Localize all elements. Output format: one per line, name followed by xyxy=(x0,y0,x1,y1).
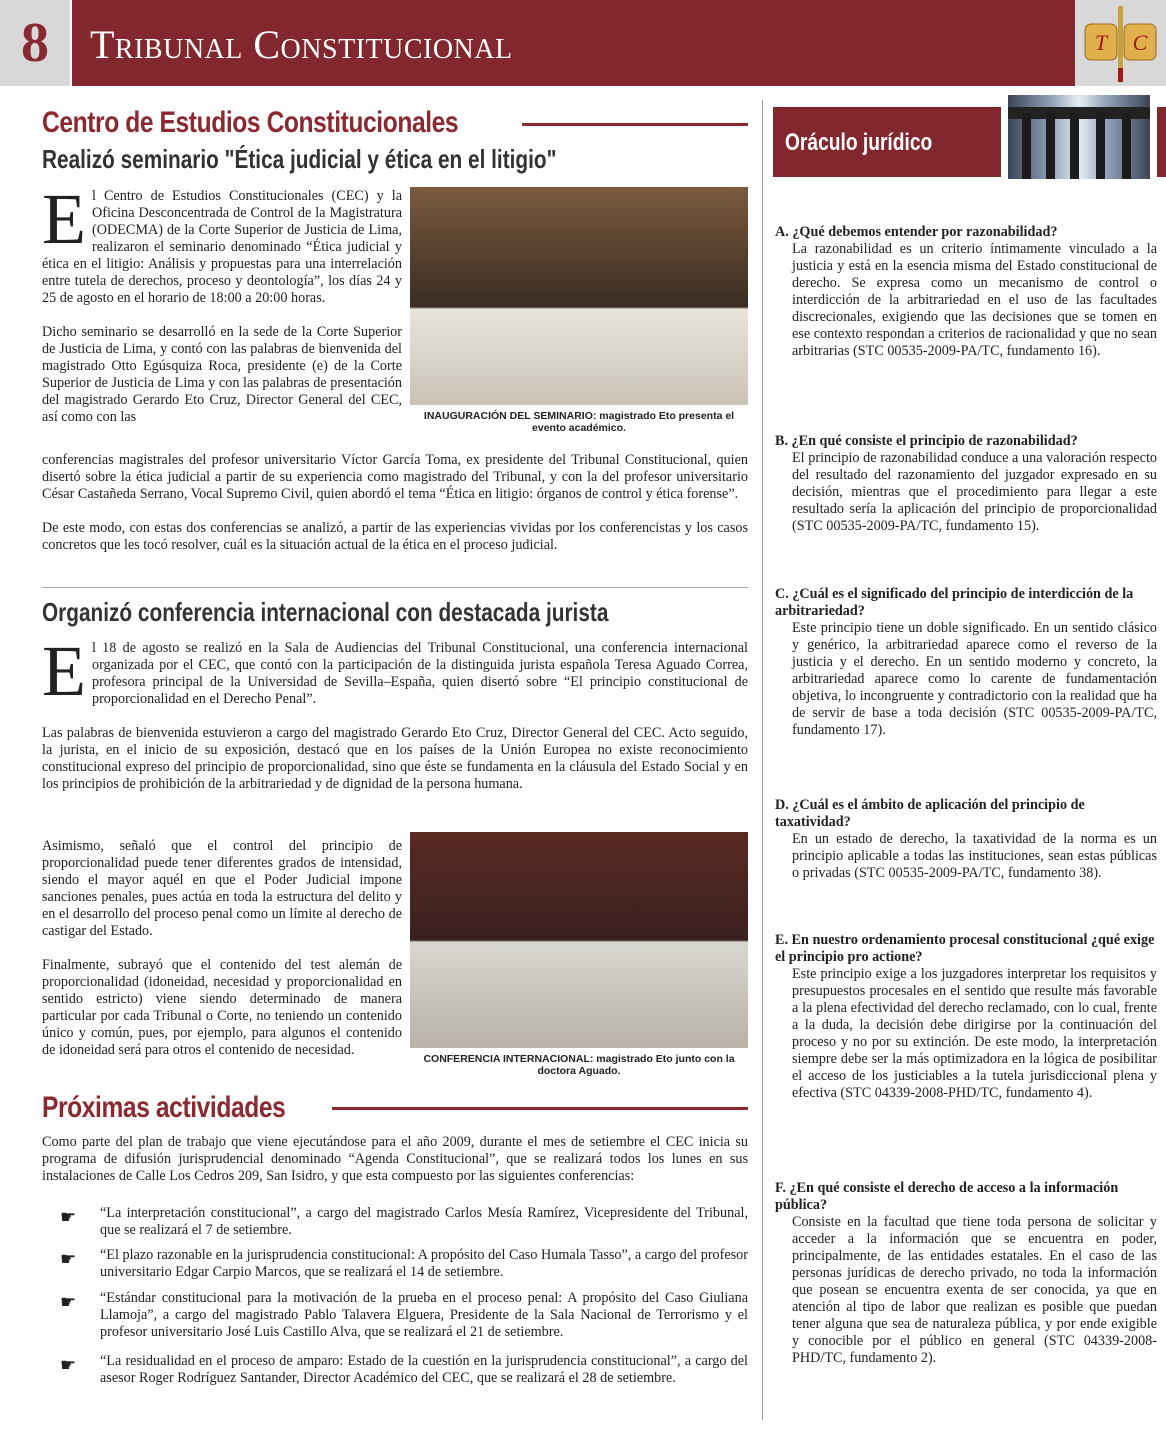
list-item: ☛ “La interpretación constitucional”, a cargo del magistrado Carlos Mesía Ramírez, Vicepresidente del Tribunal, que se realizará el 7 de setiembre. xyxy=(60,1205,748,1238)
divider xyxy=(522,123,748,126)
headline-seminario: Realizó seminario "Ética judicial y ética en el litigio" xyxy=(42,144,557,174)
answer: La razonabilidad es un criterio íntimamente vinculado a la justicia y está en la esencia misma del Estado constitucional de derecho. Se expresa como un mecanismo de control o interdicción de la arbitrariedad en el uso de las facultades discrecionales, exigiendo que las decisiones que se tomen en ese contexto respondan a criterios de racionalidad y que no sean arbitrarias (STC 00535-2009-PA/TC, fundamento 16). xyxy=(792,241,1157,359)
section-title-proximas: Próximas actividades xyxy=(42,1091,286,1124)
qa-item xyxy=(775,433,1157,535)
qa-item xyxy=(775,797,1157,882)
pointing-hand-icon: ☛ xyxy=(60,1249,77,1269)
page-title: Tribunal Constitucional xyxy=(72,0,1075,86)
headline-conferencia: Organizó conferencia internacional con destacada jurista xyxy=(42,597,609,627)
paragraph: Finalmente, subrayó que el contenido del test alemán de proporcionalidad (idoneidad, necesidad y proporcionalidad en sentido estricto) viene siendo determinado de manera particular por cada Tribunal o Corte, no teniendo un contenido único y común, pues, por ejemplo, para algunos el contenido de idoneidad será para otros el contenido de necesidad. xyxy=(42,957,402,1058)
answer: Este principio tiene un doble significado. En un sentido clásico y genérico, la arbitrariedad aparece como el reverso de la justicia y el derecho. En un sentido moderno y concreto, la arbitrariedad aparece como lo carente de fundamentación objetiva, lo incongruente y contradictorio con la realidad que ha de servir de base a toda decisión (STC 00535-2009-PA/TC, fundamento 17). xyxy=(792,620,1157,738)
drop-cap: E xyxy=(42,631,86,711)
paragraph: Las palabras de bienvenida estuvieron a cargo del magistrado Gerardo Eto Cruz, Director General del CEC. Acto seguido, la jurista, en el inicio de su exposición, destacó que en los países de la Unión Europea no existe reconocimiento constitucional expreso del principio de proporcionalidad, sino que éste se fundamenta en la cláusula del Estado Social y en los principios de prohibición de la arbitrariedad y de dignidad de la persona humana. xyxy=(42,725,748,792)
decorative-bar xyxy=(1157,107,1166,177)
question: B. ¿En qué consiste el principio de razonabilidad? xyxy=(775,433,1078,449)
paragraph: l 18 de agosto se realizó en la Sala de Audiencias del Tribunal Constitucional, una conferencia internacional organizada por el CEC, que contó con la participación de la distinguida jurista española Teresa Aguado Correa, profesora principal de la Universidad de Sevilla–España, quien disertó sobre “El principio constitucional de proporcionalidad en el Derecho Penal”. xyxy=(91,640,748,707)
tc-logo-icon xyxy=(1075,0,1166,86)
seminar-photo xyxy=(410,187,748,405)
proximas-intro: Como parte del plan de trabajo que viene ejecutándose para el año 2009, durante el mes de setiembre el CEC inicia su programa de difusión jurisprudencial denominado “Agenda Constitucional”, que se realizará todos los lunes en sus instalaciones de Calle Los Cedros 209, San Isidro, y que esta compuesto por las siguientes conferencias: xyxy=(42,1134,748,1184)
pointing-hand-icon: ☛ xyxy=(60,1355,77,1375)
qa-item xyxy=(775,224,1157,360)
list-item: ☛ “La residualidad en el proceso de amparo: Estado de la cuestión en la jurisprudencia constitucional”, a cargo del asesor Roger Rodríguez Santander, Director Académico del CEC, que se realizará el 28 de setiembre. xyxy=(60,1353,748,1386)
section-title-cec: Centro de Estudios Constitucionales xyxy=(42,106,459,139)
question: E. En nuestro ordenamiento procesal constitucional ¿qué exige el principio pro actione? xyxy=(775,932,1155,965)
article-seminario-cont xyxy=(42,452,748,571)
paragraph: De este modo, con estas dos conferencias se analizó, a partir de las experiencias vividas por los conferencistas y los casos concretos que les tocó resolver, cuál es la situación actual de la ética en el proceso judicial. xyxy=(42,520,748,553)
paragraph: l Centro de Estudios Constitucionales (CEC) y la Oficina Desconcentrada de Control de la Magistratura (ODECMA) de la Corte Superior de Justicia de Lima, realizaron el seminario denominado “Ética judicial y ética en el litigio: Análisis y propuestas para una interrelación entre tutela de derechos, proceso y deontología”, los días 24 y 25 de agosto en el horario de 18:00 a 20:00 horas. xyxy=(42,188,402,306)
answer: El principio de razonabilidad conduce a una valoración respecto del resultado del razonamiento del juzgador expresado en su decisión, mientras que el procedimiento para llegar a este resultado sería la aplicación del principio de proporcionalidad (STC 00535-2009-PA/TC, fundamento 15). xyxy=(792,450,1157,534)
article-seminario-body xyxy=(42,179,402,443)
list-item: ☛ “El plazo razonable en la jurisprudencia constitucional: A propósito del Caso Humala Tasso”, a cargo del profesor universitario Edgar Carpio Marcos, que se realizará el 14 de setiembre. xyxy=(60,1247,748,1280)
conference-photo xyxy=(410,832,748,1048)
column-divider xyxy=(762,100,763,1420)
list-item: ☛ “Estándar constitucional para la motivación de la prueba en el proceso penal: A propósito del Caso Giuliana Llamoja”, a cargo del magistrado Pablo Talavera Elguera, Presidente de la Sala Nacional de Terrorismo y el profesor universitario José Luis Castillo Alva, que se realizará el 21 de setiembre. xyxy=(60,1290,748,1340)
qa-item xyxy=(775,1180,1157,1367)
article-conferencia-cont xyxy=(42,838,402,1076)
svg-text:T: T xyxy=(1094,30,1108,55)
oraculo-header xyxy=(773,107,1001,177)
drop-cap: E xyxy=(42,179,86,259)
question: C. ¿Cuál es el significado del principio de interdicción de la arbitrariedad? xyxy=(775,586,1134,619)
answer: Consiste en la facultad que tiene toda persona de solicitar y acceder a la información que se encuentra en poder, principalmente, de las entidades estatales. En el caso de las personas jurídicas de derecho privado, no toda la información que posean se encuentra exenta de ser conocida, ya que en atención al tipo de labor que realizan es posible que puedan tener alguna que sea de naturaleza pública, y por ende exigible y conocible por el público en general (STC 04339-2008-PHD/TC, fundamento 2). xyxy=(792,1214,1157,1366)
paragraph: Dicho seminario se desarrolló en la sede de la Corte Superior de Justicia de Lima, y contó con las palabras de bienvenida del magistrado Otto Egúsquiza Roca, presidente (e) de la Corte Superior de Justicia de Lima y con las palabras de presentación del magistrado Gerardo Eto Cruz, Director General del CEC, así como con las xyxy=(42,324,402,425)
answer: En un estado de derecho, la taxatividad de la norma es un principio aplicable a todas las instituciones, sean estas públicas o privadas (STC 00535-2009-PA/TC, fundamento 38). xyxy=(792,831,1157,881)
divider xyxy=(332,1107,748,1110)
qa-item xyxy=(775,932,1157,1102)
photo-caption: INAUGURACIÓN DEL SEMINARIO: magistrado Eto presenta el evento académico. xyxy=(423,410,735,434)
pointing-hand-icon: ☛ xyxy=(60,1292,77,1312)
photo-caption: CONFERENCIA INTERNACIONAL: magistrado Eto junto con la doctora Aguado. xyxy=(423,1053,735,1077)
answer: Este principio exige a los juzgadores interpretar los requisitos y presupuestos procesales en el sentido que resulte más favorable a la plena efectividad del derecho reclamado, con lo cual, frente a la duda, la decisión debe dirigirse por la continuación del proceso y no por su extinción. De este modo, la interpretación siempre debe ser la más optimizadora en la lógica de posibilitar el acceso de los justiciables a la tutela jurisdiccional plena y efectiva (STC 04339-2008-PHD/TC, fundamento 4). xyxy=(792,966,1157,1101)
article-conferencia-body xyxy=(42,631,748,810)
svg-text:C: C xyxy=(1132,30,1148,55)
question: F. ¿En qué consiste el derecho de acceso a la información pública? xyxy=(775,1180,1119,1213)
qa-item xyxy=(775,586,1157,739)
columns-photo xyxy=(1008,95,1150,179)
question: A. ¿Qué debemos entender por razonabilidad? xyxy=(775,224,1058,240)
question: D. ¿Cuál es el ámbito de aplicación del principio de taxatividad? xyxy=(775,797,1085,830)
divider xyxy=(42,587,748,588)
paragraph: conferencias magistrales del profesor universitario Víctor García Toma, ex presidente del Tribunal Constitucional, quien disertó sobre la ética judicial a partir de su experiencia como magistrado del Tribunal, y con la del profesor universitario César Castañeda Serrano, Vocal Supremo Civil, quien abordó el tema “Ética en litigio: órganos de control y ética forense”. xyxy=(42,452,748,502)
oraculo-title: Oráculo jurídico xyxy=(785,129,933,156)
paragraph: Asimismo, señaló que el control del principio de proporcionalidad puede tener diferentes grados de intensidad, siendo el mayor aquél en que el Poder Judicial impone sanciones penales, pues actúa en toda la estructura del delito y en el desarrollo del proceso penal como un límite al derecho de castigar del Estado. xyxy=(42,838,402,939)
page-number: 8 xyxy=(0,0,70,86)
pointing-hand-icon: ☛ xyxy=(60,1207,77,1227)
